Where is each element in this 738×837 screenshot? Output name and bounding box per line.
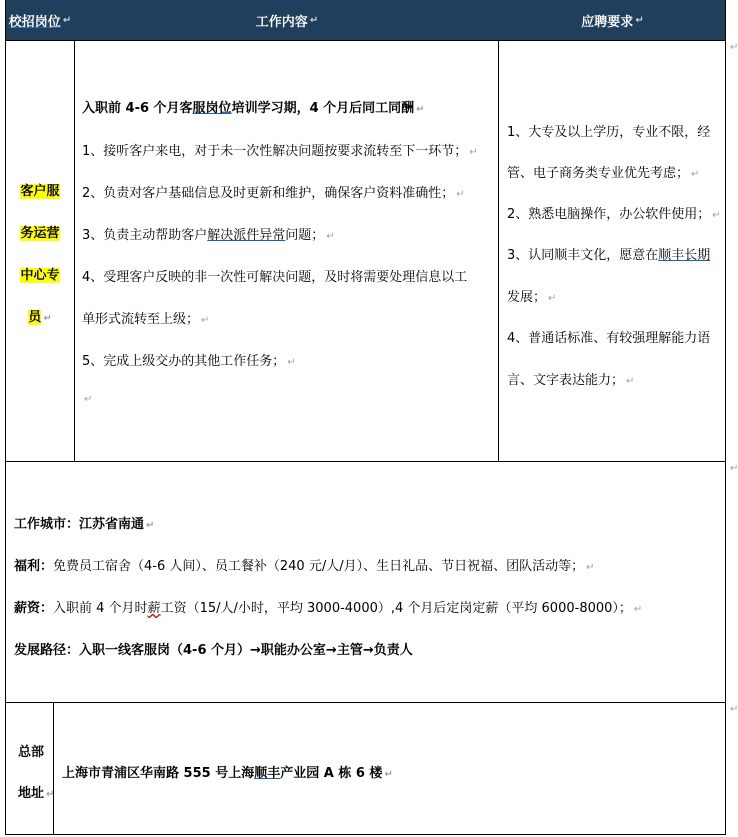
empty-paragraph: ↵	[84, 394, 93, 405]
grid-line	[498, 40, 499, 461]
grid-line	[5, 461, 726, 462]
duties-intro: 入职前 4-6 个月客服岗位培训学习期，4 个月后同工同酬 ↵	[82, 101, 425, 116]
career-path: 发展路径：入职一线客服岗（4-6 个月）→职能办公室→主管→负责人	[14, 643, 413, 658]
hq-label: 地址 ↵	[18, 786, 55, 801]
header-position: 校招岗位 ↵	[8, 14, 72, 30]
grid-line	[53, 702, 54, 834]
hq-address: 上海市青浦区华南路 555 号上海顺丰产业园 A 栋 6 楼 ↵	[62, 766, 393, 781]
requirement-item: 言、文字表达能力； ↵	[507, 373, 635, 388]
duties-item: 单形式流转至上级； ↵	[82, 312, 210, 327]
duties-item: 1、接听客户来电，对于未一次性解决问题按要求流转至下一环节； ↵	[82, 144, 478, 159]
hq-label: 总部	[18, 745, 45, 760]
requirement-item: 3、认同顺丰文化，愿意在顺丰长期	[507, 248, 711, 263]
salary: 薪资：入职前 4 个月时薪工资（15/人/小时，平均 3000-4000）,4 个月后定岗定薪（平均 6000-8000）； ↵	[14, 601, 643, 616]
row-mark: ↵	[730, 42, 738, 53]
duties-item: 4、受理客户反映的非一次性可解决问题，及时将需要处理信息以工	[82, 270, 468, 285]
requirement-item: 发展； ↵	[507, 290, 557, 305]
header-duties: 工作内容 ↵	[255, 14, 319, 30]
grid-line	[5, 0, 6, 835]
row-mark: ↵	[730, 463, 738, 474]
position-line: 务运营	[20, 226, 60, 241]
grid-line	[5, 834, 726, 835]
position-line: 员 ↵	[28, 310, 52, 325]
requirement-item: 4、普通话标准、有较强理解能力语	[507, 331, 711, 346]
grid-line	[725, 0, 726, 835]
row-mark: ↵	[730, 704, 738, 715]
duties-item: 5、完成上级交办的其他工作任务； ↵	[82, 354, 296, 369]
grid-line	[5, 702, 726, 703]
work-city: 工作城市：江苏省南通 ↵	[14, 517, 155, 532]
duties-item: 3、负责主动帮助客户解决派件异常问题； ↵	[82, 228, 335, 243]
header-requirements: 应聘要求 ↵	[581, 14, 644, 30]
grid-line	[74, 40, 75, 461]
requirement-item: 2、熟悉电脑操作，办公软件使用； ↵	[507, 207, 721, 222]
benefits: 福利：免费员工宿舍（4-6 人间）、员工餐补（240 元/人/月）、生日礼品、节日祝福、团队活动等； ↵	[14, 559, 595, 574]
position-line: 客户服	[20, 184, 60, 199]
requirement-item: 1、大专及以上学历，专业不限，经	[507, 125, 711, 140]
duties-item: 2、负责对客户基础信息及时更新和维护，确保客户资料准确性； ↵	[82, 186, 465, 201]
position-line: 中心专	[20, 268, 60, 283]
requirement-item: 管、电子商务类专业优先考虑； ↵	[507, 166, 700, 181]
grid-line	[5, 40, 726, 41]
